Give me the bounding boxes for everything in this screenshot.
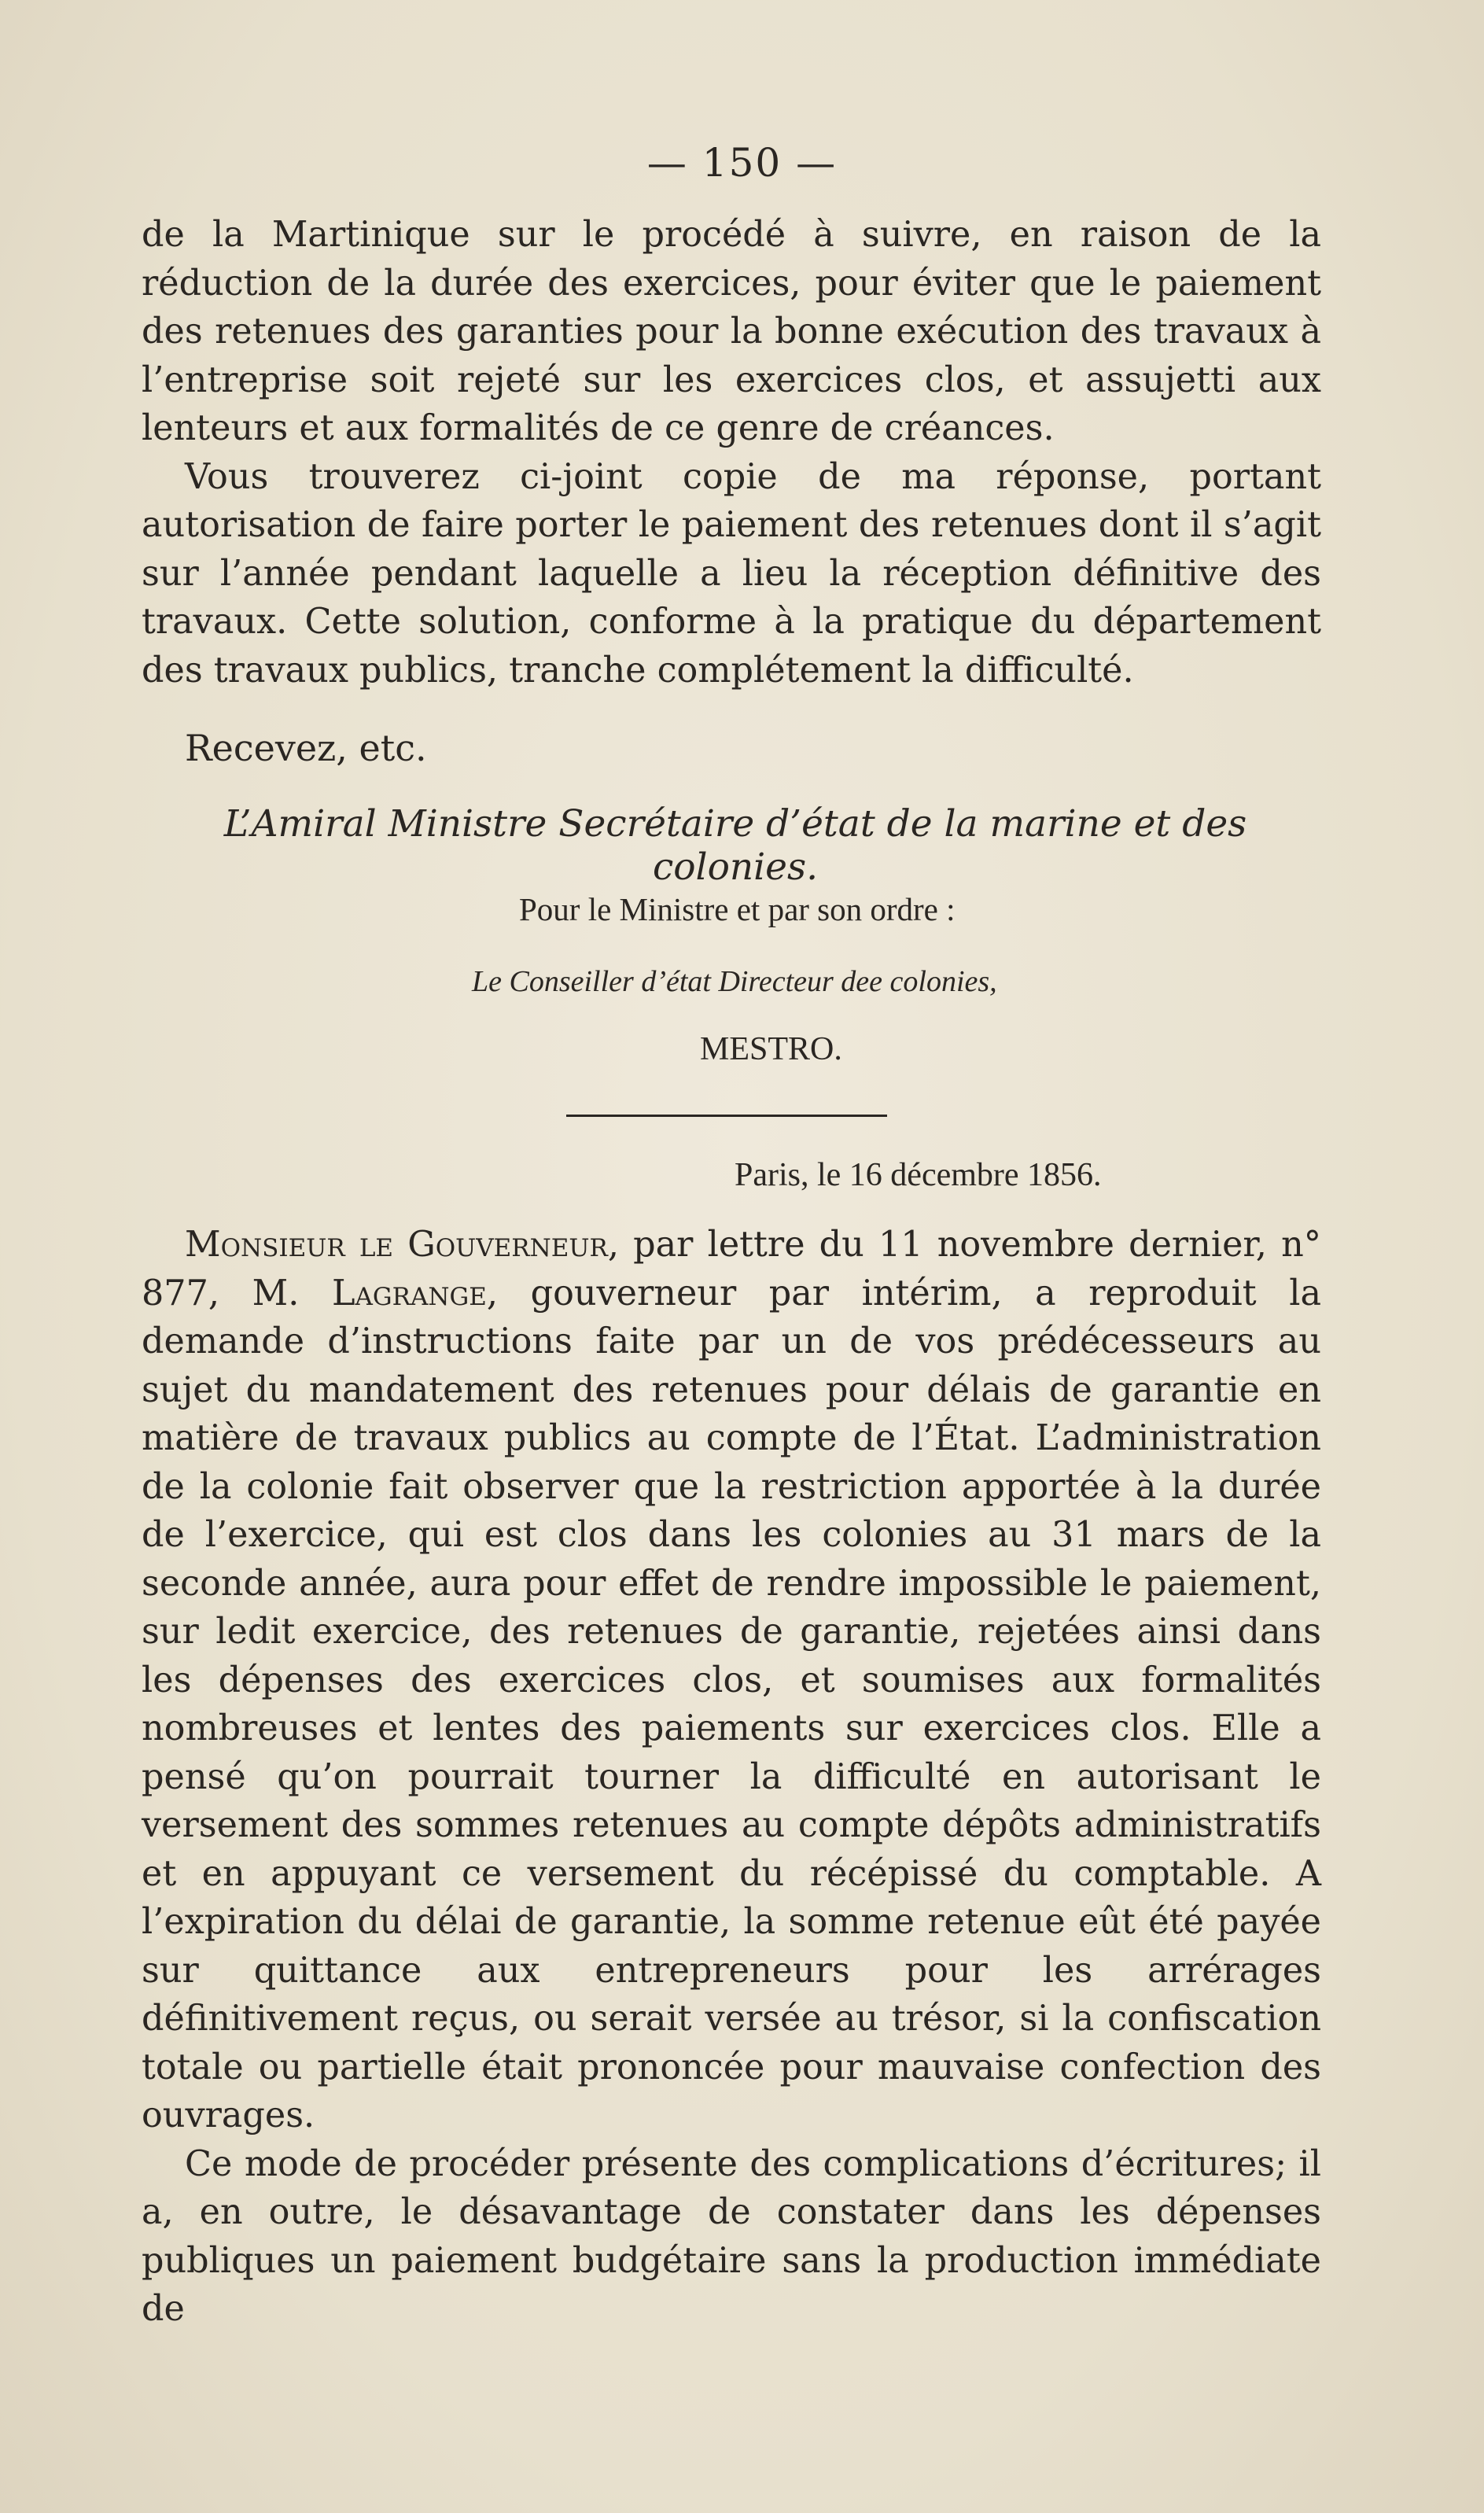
body-paragraph: Vous trouverez ci-joint copie de ma réponse, portant autorisation de faire porter le paiement des retenues dont il s’agit sur l’année pendant laquelle a lieu la réception définitive des travaux. Cette solution, conforme à la pratique du département des travaux publics, tranche complétement la difficulté.: [142, 456, 1321, 691]
section-divider: [566, 1115, 887, 1117]
signature-title: L’Amiral Ministre Secrétaire d’état de la marine et des colonies.: [223, 802, 1247, 889]
body-paragraph: Ce mode de procéder présente des complications d’écritures; il a, en outre, le désavantage de constater dans les dépenses publiques un paiement budgétaire sans la production immédiate de: [142, 2143, 1321, 2329]
body-text: , gouverneur par intérim, a reproduit la demande d’instructions faite par un de vos prédécesseurs au sujet du mandatement des retenues pour délais de garantie en matière de travaux publics au compte de l’État. L’administration de la colonie fait observer que la restriction apportée à la durée de l’exercice, qui est clos dans les colonies au 31 mars de la seconde année, aura pour effet de rendre impossible le paiement, sur ledit exercice, des retenues de garantie, rejetées ainsi dans les dépenses des exercices clos, et soumises aux formalités nombreuses et lentes des paiements sur exercices clos. Elle a pensé qu’on pourrait tourner la difficulté en autorisant le versement des sommes retenues au compte dépôts administratifs et en appuyant ce versement du récépissé du comptable. A l’expiration du délai de garantie, la somme retenue eût été payée sur quittance aux entrepreneurs pour les arrérages définitivement reçus, ou serait versée au trésor, si la confiscation totale ou partielle était prononcée pour mauvaise confection des ouvrages.: [142, 1273, 1321, 2135]
person-name: Lagrange: [331, 1273, 487, 1314]
dateline: Paris, le 16 décembre 1856.: [735, 1157, 1102, 1193]
body-paragraph: [142, 1221, 1321, 2140]
body-text: , par lettre du 11 novembre dernier, n° 877, M.: [142, 1225, 1321, 1314]
body-paragraph: de la Martinique sur le procédé à suivre, en raison de la réduction de la durée des exercices, pour éviter que le paiement des retenues des garanties pour la bonne exécution des travaux à l’entreprise soit rejeté sur les exercices clos, et assujetti aux lenteurs et aux formalités de ce genre de créances.: [142, 215, 1321, 448]
signatory-name: MESTRO.: [700, 1031, 842, 1067]
letter-body-continued: [142, 211, 1321, 695]
page-number: — 150 —: [646, 140, 838, 186]
salutation: Monsieur le Gouverneur: [185, 1225, 608, 1265]
letter-body: [142, 1221, 1321, 2334]
order-line: Pour le Ministre et par son ordre :: [519, 891, 956, 927]
closing-formula: Recevez, etc.: [185, 727, 427, 769]
conseiller-title: Le Conseiller d’état Directeur dee colonies,: [472, 965, 997, 998]
